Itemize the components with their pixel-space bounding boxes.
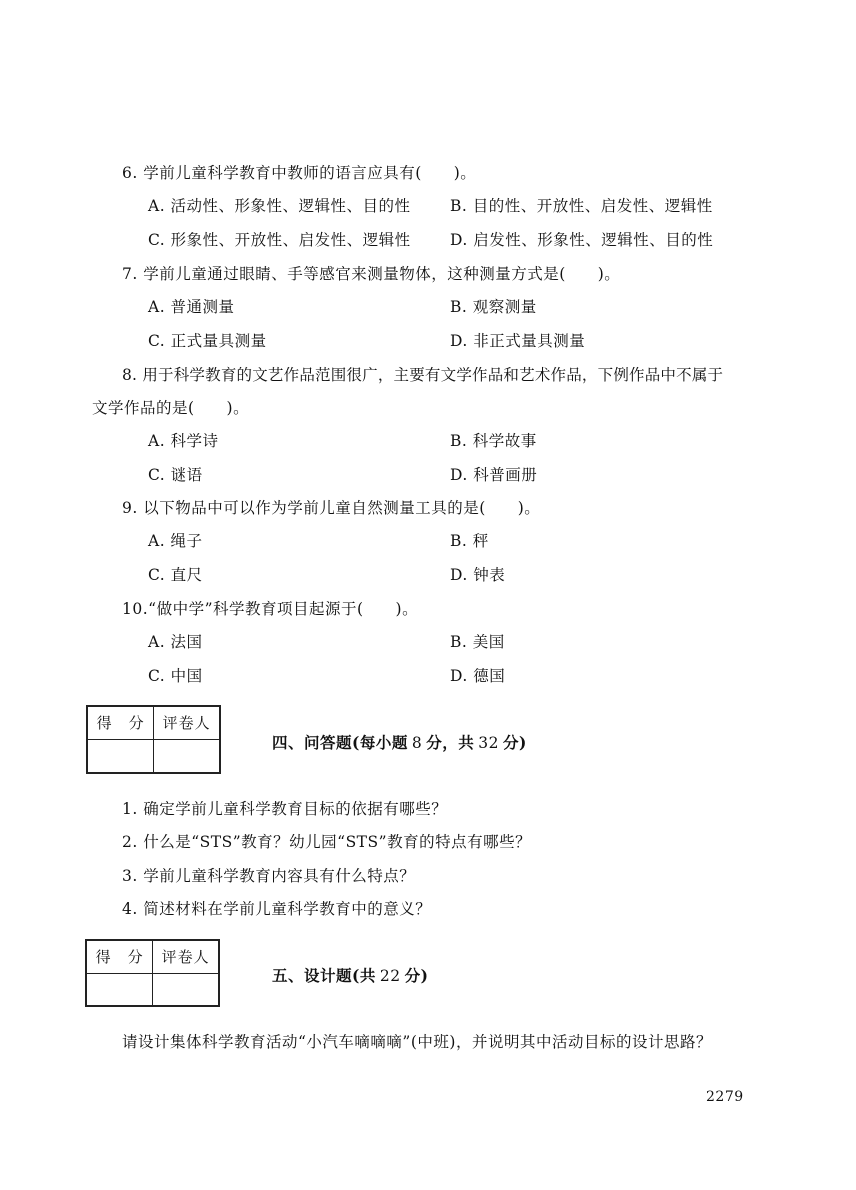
question-8-option-c: C. 谜语 bbox=[148, 466, 203, 484]
question-8-option-d: D. 科普画册 bbox=[450, 466, 538, 484]
section-4-question-1: 1. 确定学前儿童科学教育目标的依据有哪些？ bbox=[122, 800, 448, 818]
section-4-question-3: 3. 学前儿童科学教育内容具有什么特点？ bbox=[122, 867, 416, 885]
score-cell[interactable] bbox=[86, 973, 153, 1006]
question-8-stem-line1: 8. 用于科学教育的文艺作品范围很广，主要有文学作品和艺术作品，下例作品中不属于 bbox=[122, 366, 724, 384]
section-4-question-2: 2. 什么是“STS”教育？幼儿园“STS”教育的特点有哪些？ bbox=[122, 833, 532, 851]
question-10-stem: 10.“做中学”科学教育项目起源于( )。 bbox=[122, 600, 419, 618]
question-10-option-d: D. 德国 bbox=[450, 667, 506, 685]
question-7-option-d: D. 非正式量具测量 bbox=[450, 332, 586, 350]
question-8-option-a: A. 科学诗 bbox=[148, 432, 219, 450]
score-header: 得 分 bbox=[87, 706, 154, 739]
question-10-option-a: A. 法国 bbox=[148, 633, 203, 651]
question-9-stem: 9. 以下物品中可以作为学前儿童自然测量工具的是( )。 bbox=[122, 499, 541, 517]
question-9-option-b: B. 秤 bbox=[450, 532, 489, 550]
score-header: 得 分 bbox=[86, 940, 153, 973]
question-6-option-b: B. 目的性、开放性、启发性、逻辑性 bbox=[450, 197, 713, 215]
score-table-section-5 bbox=[85, 939, 220, 1007]
question-10-option-c: C. 中国 bbox=[148, 667, 203, 685]
section-4-title: 四、问答题(每小题 8 分，共 32 分) bbox=[272, 733, 527, 752]
score-cell[interactable] bbox=[87, 739, 154, 773]
section-4-question-4: 4. 简述材料在学前儿童科学教育中的意义？ bbox=[122, 900, 432, 918]
question-9-option-a: A. 绳子 bbox=[148, 532, 203, 550]
section-5-title: 五、设计题(共 22 分) bbox=[272, 966, 429, 985]
grader-header: 评卷人 bbox=[153, 940, 219, 973]
question-7-option-b: B. 观察测量 bbox=[450, 298, 537, 316]
score-table-section-4 bbox=[86, 705, 221, 774]
question-7-option-a: A. 普通测量 bbox=[148, 298, 235, 316]
question-8-stem-line2: 文学作品的是( )。 bbox=[92, 399, 250, 417]
question-7-option-c: C. 正式量具测量 bbox=[148, 332, 267, 350]
question-9-option-d: D. 钟表 bbox=[450, 566, 506, 584]
question-8-option-b: B. 科学故事 bbox=[450, 432, 537, 450]
question-6-option-c: C. 形象性、开放性、启发性、逻辑性 bbox=[148, 231, 411, 249]
grader-header: 评卷人 bbox=[154, 706, 220, 739]
page-number: 2279 bbox=[706, 1089, 744, 1105]
question-10-option-b: B. 美国 bbox=[450, 633, 505, 651]
question-6-stem: 6. 学前儿童科学教育中教师的语言应具有( )。 bbox=[122, 164, 477, 182]
question-6-option-d: D. 启发性、形象性、逻辑性、目的性 bbox=[450, 231, 714, 249]
question-7-stem: 7. 学前儿童通过眼睛、手等感官来测量物体，这种测量方式是( )。 bbox=[122, 265, 621, 283]
question-9-option-c: C. 直尺 bbox=[148, 566, 203, 584]
grader-cell[interactable] bbox=[154, 739, 220, 773]
question-6-option-a: A. 活动性、形象性、逻辑性、目的性 bbox=[148, 197, 411, 215]
grader-cell[interactable] bbox=[153, 973, 219, 1006]
section-5-prompt: 请设计集体科学教育活动“小汽车嘀嘀嘀”(中班)，并说明其中活动目标的设计思路？ bbox=[122, 1033, 712, 1051]
